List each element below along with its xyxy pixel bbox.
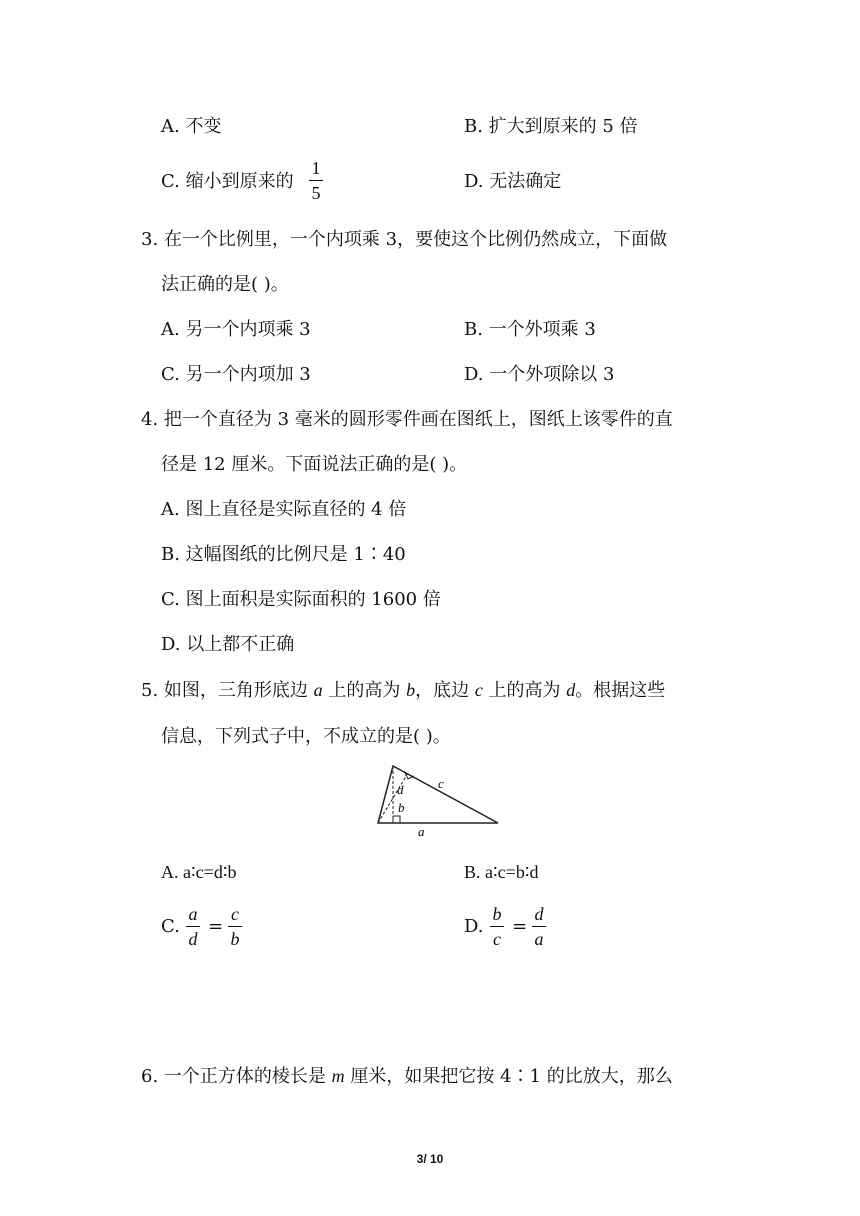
q5-option-c-label: C. <box>161 916 180 937</box>
q5-text: 上的高为 <box>322 680 407 701</box>
q5-option-a: A. a∶c=d∶b <box>161 862 237 882</box>
fraction-bar <box>490 926 504 927</box>
q4-stem-line1: 4. 把一个直径为 3 毫米的圆形零件画在图纸上，图纸上该零件的直 <box>141 409 673 430</box>
q4-option-c: C. 图上面积是实际面积的 1600 倍 <box>161 589 441 610</box>
q3-stem-line1: 3. 在一个比例里，一个内项乘 3，要使这个比例仍然成立，下面做 <box>141 229 668 250</box>
fraction-denominator: a <box>534 929 544 949</box>
fraction-denominator: 5 <box>311 183 321 203</box>
q5-option-d-right-fraction <box>532 903 546 950</box>
fraction-bar <box>532 926 546 927</box>
fraction-numerator: d <box>534 904 544 924</box>
fraction-bar <box>309 180 323 181</box>
q2-option-a: A. 不变 <box>161 116 222 137</box>
q3-option-a: A. 另一个内项乘 3 <box>161 319 311 340</box>
q5-option-c-right-fraction <box>228 903 242 950</box>
q6-stem-line1 <box>141 1064 673 1089</box>
q5-text: 。根据这些 <box>575 680 666 701</box>
q5-stem-line2: 信息，下列式子中，不成立的是( )。 <box>161 726 451 747</box>
right-angle-marker-base <box>393 816 400 823</box>
var-d: d <box>566 680 576 700</box>
q5-option-c-left-fraction <box>186 903 200 950</box>
q5-option-b: B. a∶c=b∶d <box>464 862 539 882</box>
fraction-numerator: 1 <box>311 158 321 178</box>
q5-option-d-label: D. <box>464 916 484 937</box>
fraction-numerator: a <box>188 904 198 924</box>
triangle-outline <box>378 766 498 823</box>
q5-option-d-left-fraction <box>490 903 504 950</box>
var-b: b <box>406 680 416 700</box>
fraction-denominator: d <box>188 929 198 949</box>
q3-stem-line2: 法正确的是( )。 <box>161 274 289 295</box>
label-b: b <box>398 800 405 815</box>
q4-option-d: D. 以上都不正确 <box>161 634 295 655</box>
fraction-numerator: b <box>492 904 502 924</box>
q2-option-b: B. 扩大到原来的 5 倍 <box>464 116 638 137</box>
q4-stem-line2: 径是 12 厘米。下面说法正确的是( )。 <box>161 454 468 475</box>
label-c: c <box>438 776 444 791</box>
q2-option-c-fraction <box>309 157 323 204</box>
page-number: 3/ 10 <box>416 1152 444 1166</box>
q5-text: 5. 如图，三角形底边 <box>141 680 314 701</box>
fraction-bar <box>228 926 242 927</box>
q4-option-a: A. 图上直径是实际直径的 4 倍 <box>161 499 407 520</box>
fraction-denominator: c <box>493 929 501 949</box>
q2-option-d: D. 无法确定 <box>464 171 562 192</box>
q4-option-b: B. 这幅图纸的比例尺是 1∶40 <box>161 544 406 565</box>
q5-option-c-equals: = <box>208 916 224 937</box>
var-c: c <box>474 680 483 700</box>
fraction-numerator: c <box>231 904 239 924</box>
triangle-figure <box>370 760 510 840</box>
q2-option-c: C. 缩小到原来的 <box>161 171 294 192</box>
var-m: m <box>331 1066 345 1086</box>
q3-option-d: D. 一个外项除以 3 <box>464 364 615 385</box>
q6-text: 厘米，如果把它按 4∶1 的比放大，那么 <box>344 1066 673 1087</box>
q5-stem-line1 <box>141 678 665 703</box>
q3-option-c: C. 另一个内项加 3 <box>161 364 311 385</box>
label-a: a <box>418 824 425 839</box>
var-a: a <box>313 680 323 700</box>
fraction-denominator: b <box>230 929 240 949</box>
label-d: d <box>397 782 404 797</box>
q6-text: 6. 一个正方体的棱长是 <box>141 1066 332 1087</box>
q5-text: ，底边 <box>415 680 475 701</box>
q5-option-d-equals: = <box>512 916 528 937</box>
q5-text: 上的高为 <box>482 680 567 701</box>
fraction-bar <box>186 926 200 927</box>
q3-option-b: B. 一个外项乘 3 <box>464 319 596 340</box>
